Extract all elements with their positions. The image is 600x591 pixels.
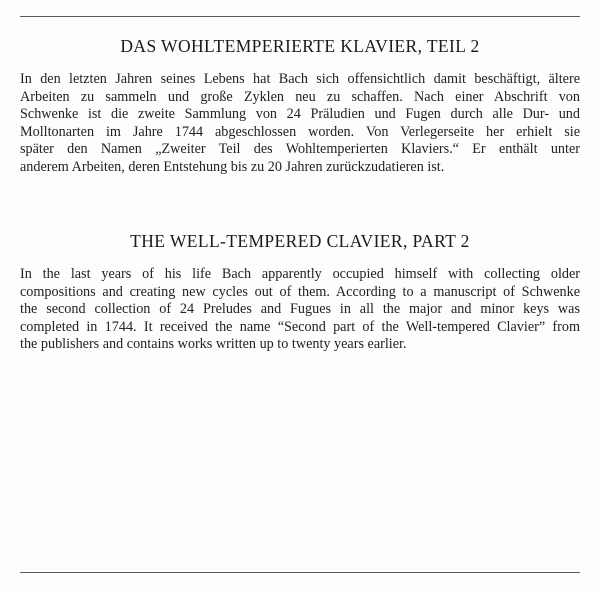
german-line: In den letzten Jahren seines Lebens hat Bach sich offensichtlich damit beschäftigt, ältere [20,71,580,87]
german-line: Arbeiten zu sammeln und große Zyklen neu zu schaffen. Nach einer Abschrift von [20,88,580,105]
english-line: In the last years of his life Bach apparently occupied himself with collecting older [20,266,580,282]
german-heading: DAS WOHLTEMPERIERTE KLAVIER, TEIL 2 [120,36,480,56]
german-line: Schwenke ist die zweite Sammlung von 24 Präludien und Fugen durch alle Dur- und [20,106,580,123]
english-line: the second collection of 24 Preludes and Fugues in all the major and minor keys was [20,301,580,318]
english-line: completed in 1744. It received the name “Second part of the Well-tempered Clavier” from [20,318,580,335]
bottom-rule [20,572,580,573]
german-line: Molltonarten im Jahre 1744 abgeschlossen worden. Von Verlegerseite her erhielt sie [20,123,580,140]
english-line: the publishers and contains works written up to twenty years earlier. [20,336,407,353]
german-section [20,36,580,177]
english-heading: THE WELL-TEMPERED CLAVIER, PART 2 [130,231,470,251]
german-line: anderem Arbeiten, deren Entstehung bis zu 20 Jahren zurückzudatieren ist. [20,158,445,175]
top-rule [20,16,580,17]
english-section [20,231,580,354]
german-line: später den Namen „Zweiter Teil des Wohltemperierten Klaviers.“ Er enthält unter [20,141,580,158]
english-paragraph [20,266,580,354]
german-paragraph [20,71,580,177]
english-line: compositions and creating new cycles out of them. According to a manuscript of Schwenke [20,283,580,300]
